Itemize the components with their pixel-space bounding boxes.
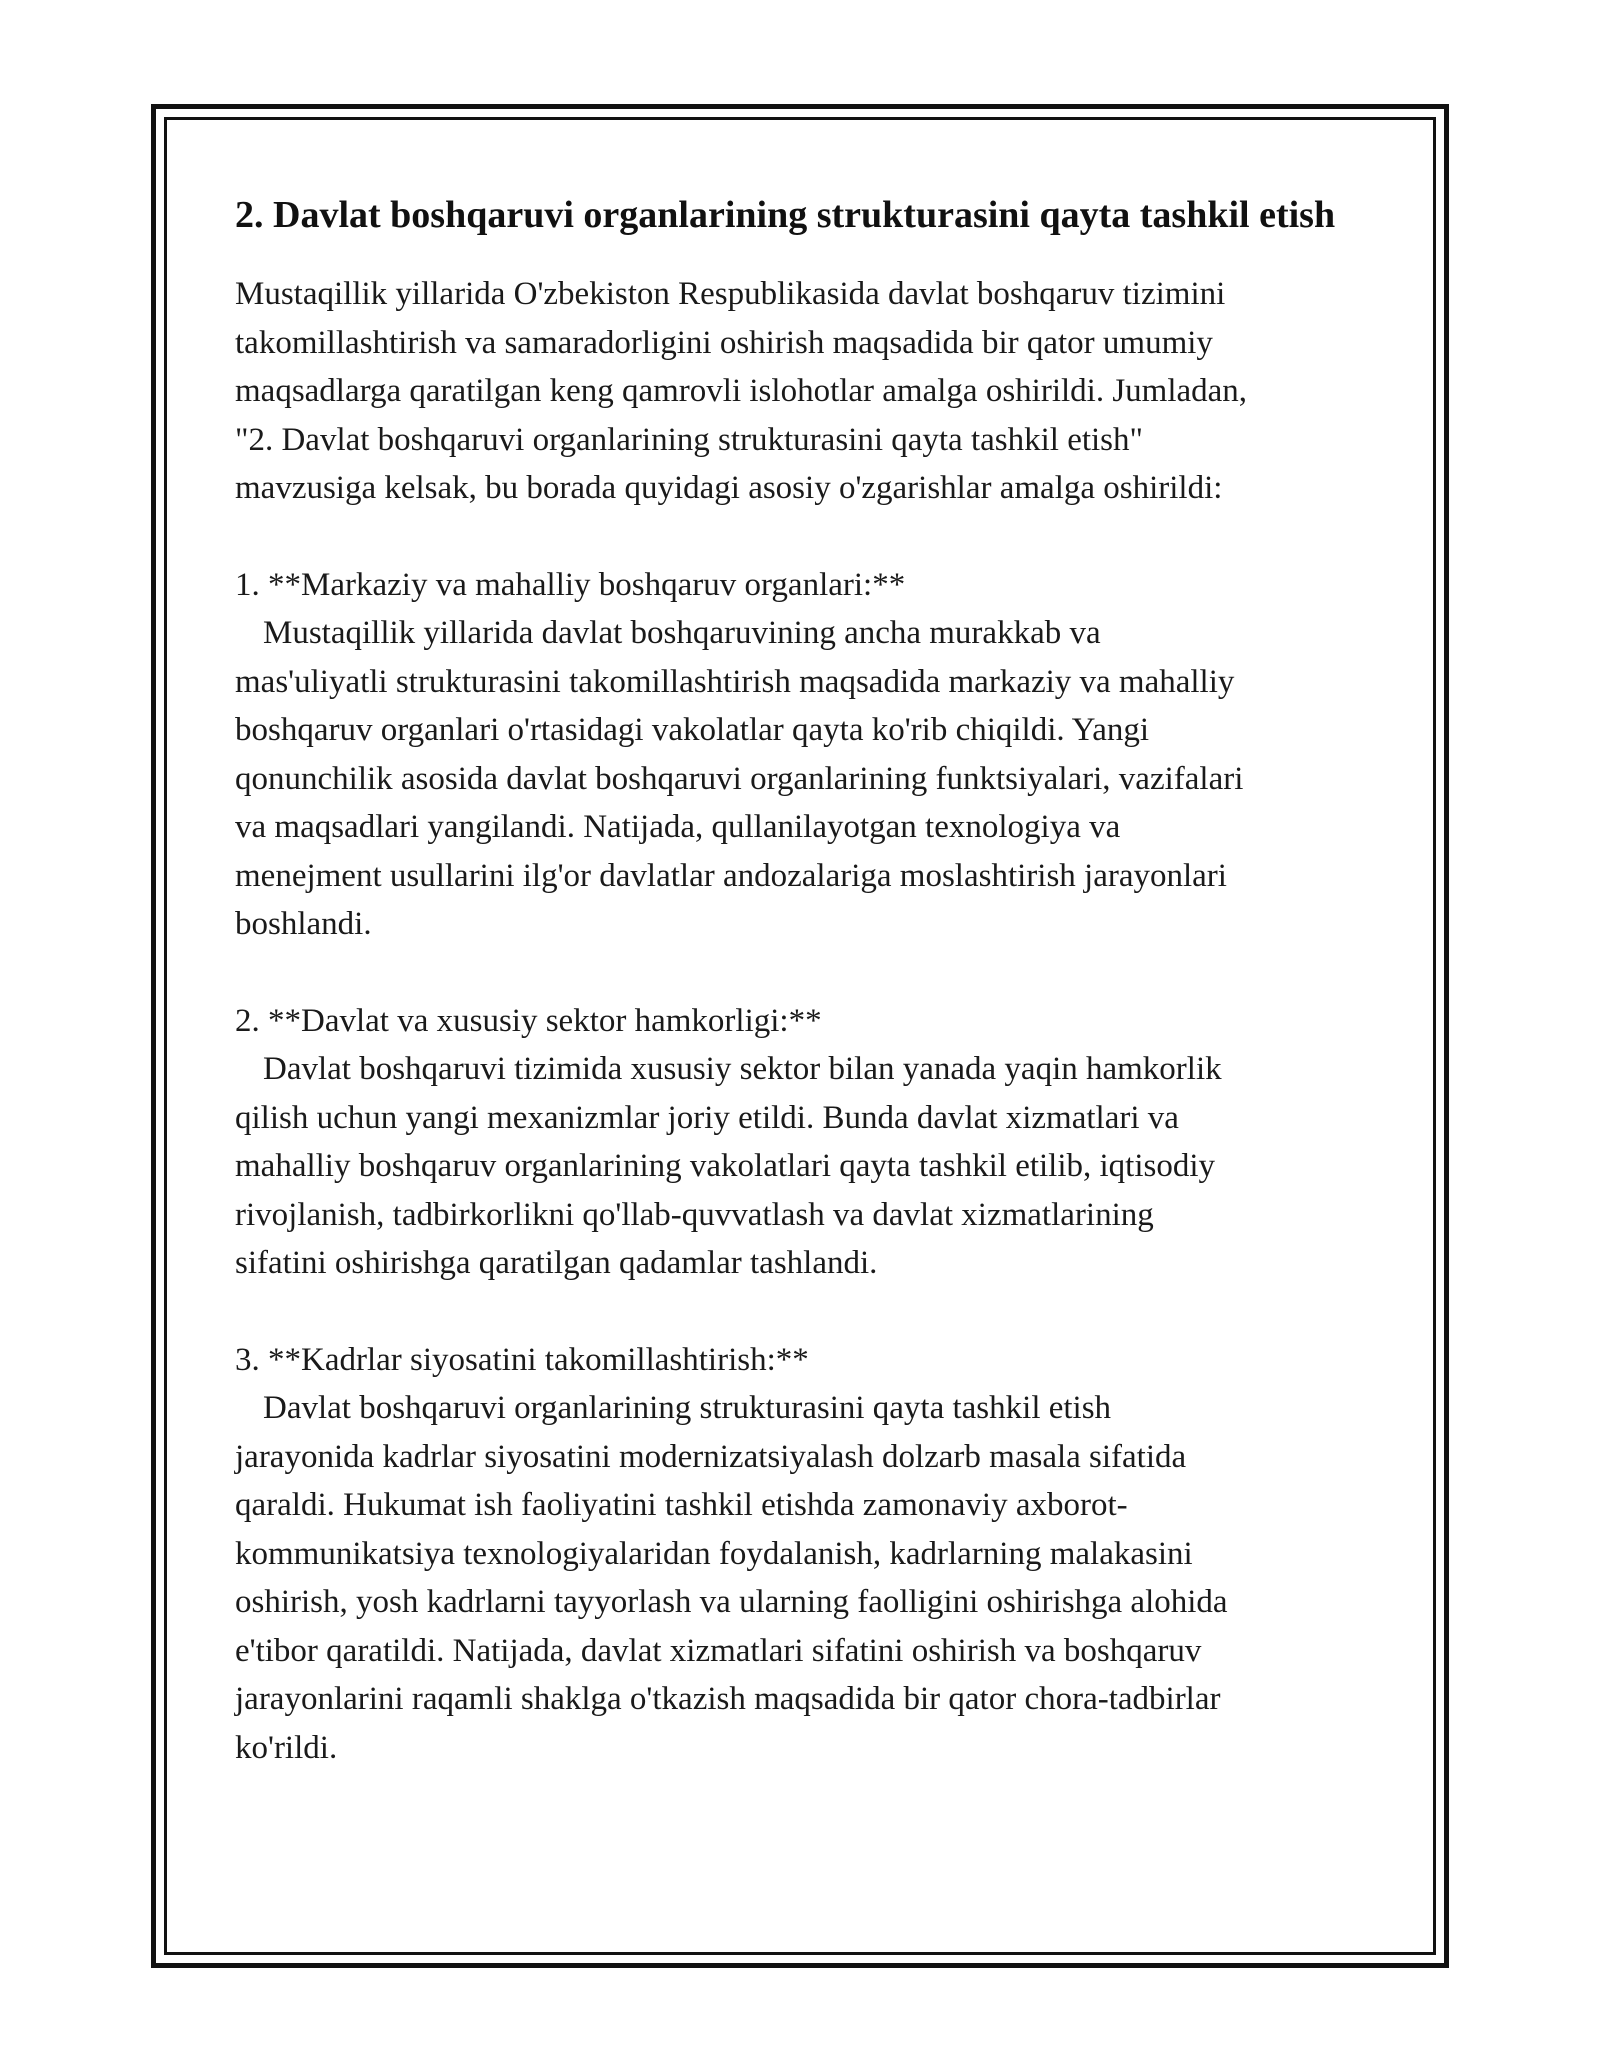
intro-paragraph: Mustaqillik yillarida O'zbekiston Respublikasida davlat boshqaruv tizimini takomillashtirish va samaradorligini oshirish maqsadida bir qator umumiy maqsadlarga qaratilgan keng qamrovli islohotlar amalga oshirildi. Jumladan, "2. Davlat boshqaruvi organlarining strukturasini qayta tashkil etish" mavzusiga kelsak, bu borada quyidagi asosiy o'zgarishlar amalga oshirildi: [235,276,1248,506]
document-content [235,188,1385,1820]
section-body [235,1045,1385,1288]
section-body-text: Davlat boshqaruvi tizimida xususiy sektor bilan yanada yaqin hamkorlik qilish uchun yangi mexanizmlar joriy etildi. Bunda davlat xizmatlari va mahalliy boshqaruv organlarining vakolatlari qayta tashkil etilib, iqtisodiy rivojlanish, tadbirkorlikni qo'llab-quvvatlash va davlat xizmatlarining sifatini oshirishga qaratilgan qadamlar tashlandi. [235,1051,1222,1281]
section-1 [235,561,1385,949]
section-2 [235,997,1385,1288]
section-body-text: Davlat boshqaruvi organlarining strukturasini qayta tashkil etish jarayonida kadrlar siyosatini modernizatsiyalash dolzarb masala sifatida qaraldi. Hukumat ish faoliyatini tashkil etishda zamonaviy axborot- kommunikatsiya texnologiyalaridan foydalanish, kadrlarning malakasini oshirish, yosh kadrlarni tayyorlash va ularning faolligini oshirishga alohida e'tibor qaratildi. Natijada, davlat xizmatlari sifatini oshirish va boshqaruv jarayonlarini raqamli shaklga o'tkazish maqsadida bir qator chora-tadbirlar ko'rildi. [235,1390,1228,1766]
section-body [235,609,1385,949]
section-heading: 2. **Davlat va xususiy sektor hamkorligi:** [235,1002,822,1039]
section-heading: 1. **Markaziy va mahalliy boshqaruv organlari:** [235,566,906,603]
section-body-text: Mustaqillik yillarida davlat boshqaruvining ancha murakkab va mas'uliyatli strukturasini takomillashtirish maqsadida markaziy va mahalliy boshqaruv organlari o'rtasidagi vakolatlar qayta ko'rib chiqildi. Yangi qonunchilik asosida davlat boshqaruvi organlarining funktsiyalari, vazifalari va maqsadlari yangilandi. Natijada, qullanilayotgan texnologiya va menejment usullarini ilg'or davlatlar andozalariga moslashtirish jarayonlari boshlandi. [235,615,1244,942]
section-3 [235,1336,1385,1773]
section-heading: 3. **Kadrlar siyosatini takomillashtirish:** [235,1341,809,1378]
section-body [235,1384,1385,1772]
page-title: 2. Davlat boshqaruvi organlarining strukturasini qayta tashkil etish [235,194,1336,236]
